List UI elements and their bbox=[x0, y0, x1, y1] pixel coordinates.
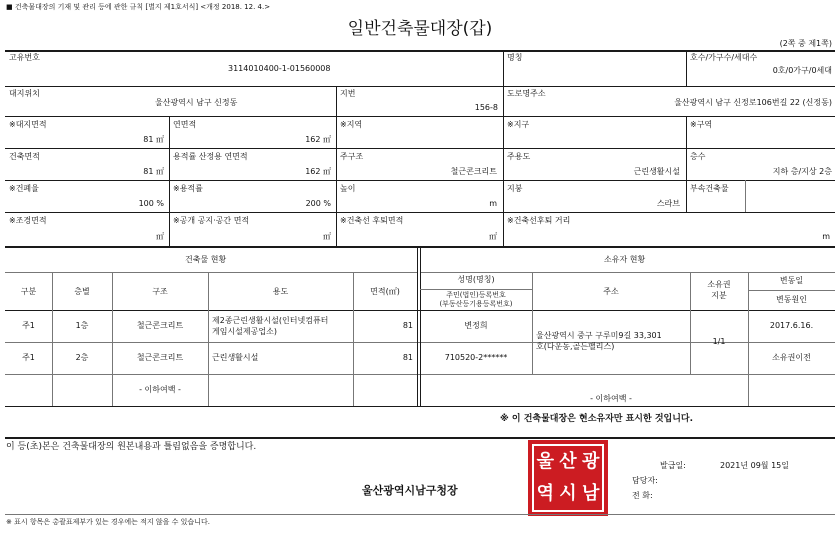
name-label: 명칭 bbox=[507, 53, 523, 62]
structure-label: 주구조 bbox=[340, 152, 364, 161]
issue-date: 2021년 09월 15일 bbox=[720, 461, 789, 470]
landscape-label: ※조경면적 bbox=[9, 216, 47, 225]
row-area: 81 bbox=[402, 321, 413, 330]
land-area-label: ※대지면적 bbox=[9, 120, 47, 129]
building-status-title: 건축물 현황 bbox=[185, 255, 227, 264]
block-label: ※구역 bbox=[690, 120, 713, 129]
page-info: (2쪽 중 제1쪽) bbox=[779, 39, 832, 48]
row-floor: 1층 bbox=[75, 321, 89, 330]
far-area-value: 162 ㎡ bbox=[305, 167, 331, 176]
change-date-header: 변동일 bbox=[779, 276, 804, 285]
col-floor-header: 층별 bbox=[74, 287, 90, 296]
row-type: 주1 bbox=[22, 321, 35, 330]
building-area-value: 81 ㎡ bbox=[143, 167, 164, 176]
landscape-value: ㎡ bbox=[156, 232, 164, 241]
floor-area-value: 162 ㎡ bbox=[305, 135, 331, 144]
row-structure: 철근콘크리트 bbox=[136, 353, 184, 362]
floors-value: 지하 층/지상 2층 bbox=[772, 167, 832, 176]
page-title: 일반건축물대장(갑) bbox=[347, 19, 493, 39]
owner-id-header-line1: 주민(법인)등록번호 bbox=[446, 291, 506, 299]
col-type-header: 구분 bbox=[20, 287, 37, 296]
bcr-value: 100 % bbox=[138, 199, 164, 208]
footer-note: ※ 표시 항목은 총괄표제부가 있는 경우에는 적지 않을 수 있습니다. bbox=[6, 518, 210, 526]
id-value: 3114010400-1-01560008 bbox=[228, 64, 331, 73]
building-area-label: 건축면적 bbox=[9, 152, 40, 161]
regulation-note: ■ 건축물대장의 기재 및 관리 등에 관한 규칙 [별지 제1호서식] <개정 2018. 12. 4.> bbox=[6, 3, 271, 11]
change-reason-header: 변동원인 bbox=[776, 295, 807, 304]
setback-dist-label: ※건축선후퇴 거리 bbox=[507, 216, 571, 225]
far-area-label: 용적률 산정용 연면적 bbox=[173, 152, 248, 161]
setback-dist-value: m bbox=[822, 232, 830, 241]
owner-id-header-line2: (부동산등기용등록번호) bbox=[439, 300, 513, 308]
row-use-line1: 제2종근린생활시설(인터넷컴퓨터 bbox=[212, 316, 329, 325]
owner-address-line1: 울산광역시 중구 구루미9길 33,301 bbox=[536, 331, 662, 340]
owner-end-note: - 이하여백 - bbox=[590, 394, 632, 403]
official-seal: 울 산 광 역 시 남 bbox=[528, 440, 608, 516]
use-label: 주용도 bbox=[507, 152, 531, 161]
zone-label: ※지역 bbox=[340, 120, 363, 129]
height-value: m bbox=[489, 199, 497, 208]
district-label: ※지구 bbox=[507, 120, 530, 129]
building-end-note: - 이하여백 - bbox=[139, 385, 181, 394]
certify-text: 이 등(초)본은 건축물대장의 원본내용과 틀림없음을 증명합니다. bbox=[6, 442, 257, 452]
open-space-label: ※공개 공지·공간 면적 bbox=[173, 216, 250, 225]
row-area: 81 bbox=[402, 353, 413, 362]
current-owner-note: ※ 이 건축물대장은 현소유자만 표시한 것입니다. bbox=[500, 414, 694, 424]
setback-area-value: ㎡ bbox=[489, 232, 497, 241]
road-label: 도로명주소 bbox=[507, 89, 546, 98]
owner-name-header: 성명(명칭) bbox=[457, 275, 495, 284]
road-value: 울산광역시 남구 신정로106번길 22 (신정동) bbox=[674, 98, 832, 107]
roof-label: 지붕 bbox=[507, 184, 523, 193]
footer-divider bbox=[5, 514, 835, 515]
officer-label: 담당자: bbox=[632, 476, 658, 485]
issuing-office: 울산광역시남구청장 bbox=[362, 484, 458, 497]
floors-label: 층수 bbox=[690, 152, 706, 161]
household-label: 호수/가구수/세대수 bbox=[690, 53, 758, 62]
owner-address-line2: 호(다운동,골든팰리스) bbox=[536, 342, 615, 351]
col-structure-header: 구조 bbox=[152, 287, 168, 296]
open-space-value: ㎡ bbox=[323, 232, 331, 241]
setback-area-label: ※건축선 후퇴면적 bbox=[340, 216, 404, 225]
owner-share-header-line1: 소유권 bbox=[707, 280, 731, 289]
owner-share: 1/1 bbox=[712, 337, 726, 346]
annex-label: 부속건축물 bbox=[690, 184, 729, 193]
owner-address-header: 주소 bbox=[603, 287, 619, 296]
site-label: 대지위치 bbox=[9, 89, 40, 98]
lot-label: 지번 bbox=[340, 89, 356, 98]
row-use-line2: 게임시설제공업소) bbox=[212, 327, 277, 336]
far-value: 200 % bbox=[305, 199, 331, 208]
roof-value: 스라브 bbox=[656, 199, 680, 208]
row-type: 주1 bbox=[22, 353, 35, 362]
floor-area-label: 연면적 bbox=[173, 120, 197, 129]
land-area-value: 81 ㎡ bbox=[143, 135, 164, 144]
bcr-label: ※건폐율 bbox=[9, 184, 39, 193]
site-value: 울산광역시 남구 신정동 bbox=[155, 98, 238, 107]
height-label: 높이 bbox=[340, 184, 356, 193]
change-reason: 소유권이전 bbox=[772, 353, 811, 362]
owner-status-title: 소유자 현황 bbox=[604, 255, 646, 264]
lot-value: 156-8 bbox=[474, 103, 498, 112]
phone-label: 전 화: bbox=[632, 491, 653, 500]
owner-name: 변정희 bbox=[464, 321, 488, 330]
row-use-line1: 근린생활시설 bbox=[212, 353, 259, 362]
col-use-header: 용도 bbox=[272, 287, 289, 296]
change-date: 2017.6.16. bbox=[769, 321, 814, 330]
household-value: 0호/0가구/0세대 bbox=[772, 66, 832, 75]
structure-value: 철근콘크리트 bbox=[450, 167, 497, 176]
use-value: 근린생활시설 bbox=[633, 167, 680, 176]
far-label: ※용적률 bbox=[173, 184, 203, 193]
row-floor: 2층 bbox=[75, 353, 89, 362]
id-label: 고유번호 bbox=[9, 53, 40, 62]
row-structure: 철근콘크리트 bbox=[136, 321, 184, 330]
owner-id: 710520-2****** bbox=[444, 353, 508, 362]
owner-share-header-line2: 지분 bbox=[711, 291, 727, 300]
issue-label: 발급일: bbox=[660, 461, 686, 470]
col-area-header: 면적(㎡) bbox=[370, 287, 400, 296]
